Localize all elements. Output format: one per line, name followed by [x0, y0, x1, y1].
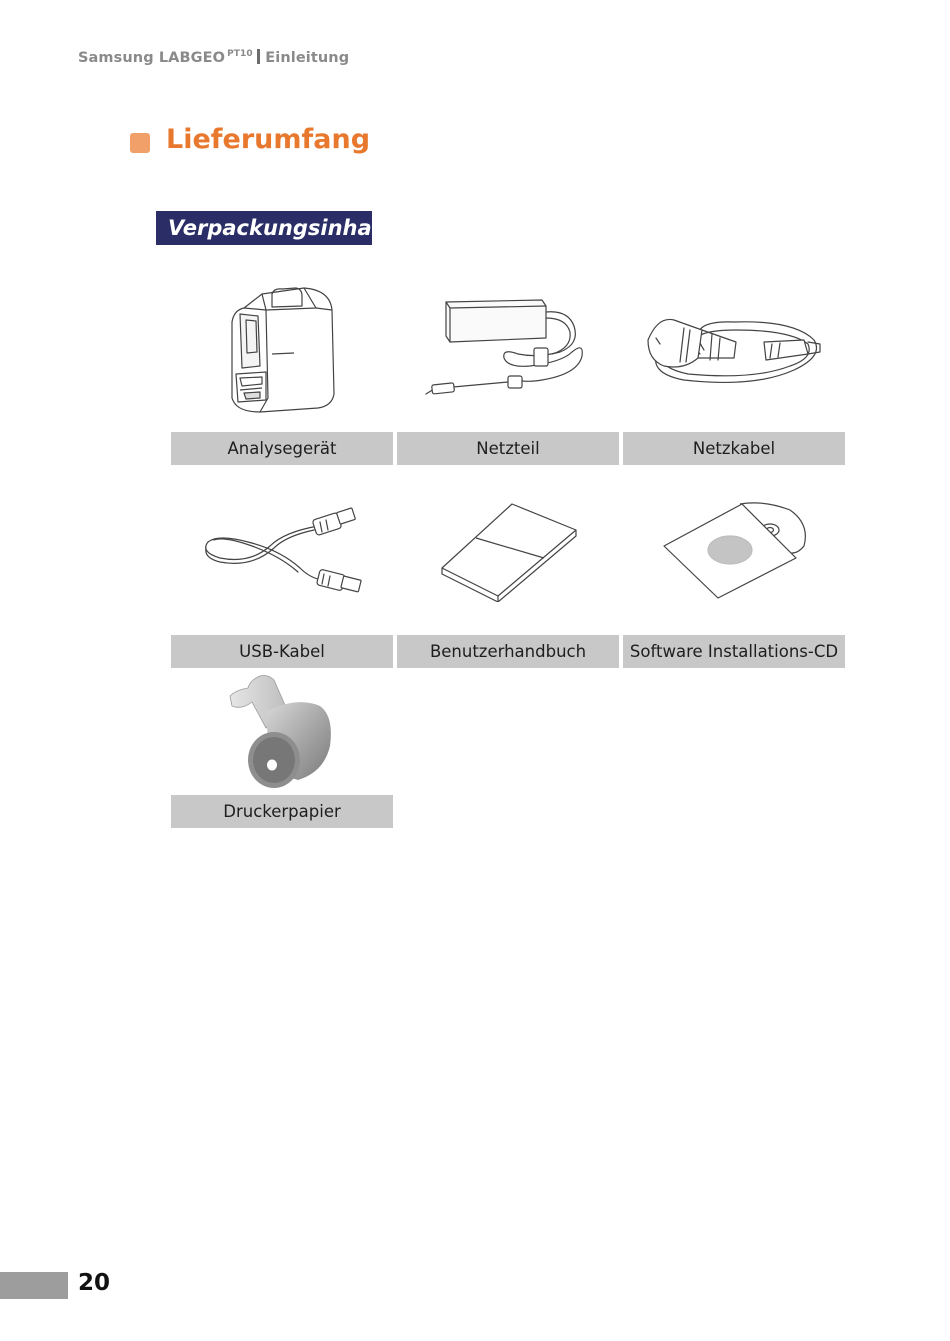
power-adapter-icon: [422, 296, 594, 404]
item-label-druckerpapier: Druckerpapier: [171, 795, 393, 828]
section-title: Lieferumfang: [166, 124, 371, 155]
header-divider: [257, 49, 261, 64]
header-model: PT10: [227, 49, 253, 59]
header-chapter: Einleitung: [265, 50, 350, 66]
running-header: [78, 49, 349, 66]
item-label-netzteil: Netzteil: [397, 432, 619, 465]
printer-paper-roll-icon: [226, 672, 336, 792]
item-label-usb-kabel: USB-Kabel: [171, 635, 393, 668]
item-label-software-cd: Software Installations-CD: [623, 635, 845, 668]
item-label-netzkabel: Netzkabel: [623, 432, 845, 465]
subsection-title: Verpackungsinhalt: [156, 211, 372, 245]
item-label-benutzerhandbuch: Benutzerhandbuch: [397, 635, 619, 668]
usb-cable-icon: [200, 502, 366, 602]
analyzer-device-icon: [222, 280, 342, 415]
user-manual-icon: [436, 500, 582, 602]
item-label-analysegeraet: Analysegerät: [171, 432, 393, 465]
header-brand: Samsung LABGEO: [78, 50, 226, 66]
power-cable-icon: [644, 310, 826, 390]
page-number: 20: [78, 1270, 111, 1296]
installation-cd-icon: [660, 500, 808, 600]
footer-bar: [0, 1272, 68, 1299]
section-bullet-icon: [130, 133, 150, 153]
